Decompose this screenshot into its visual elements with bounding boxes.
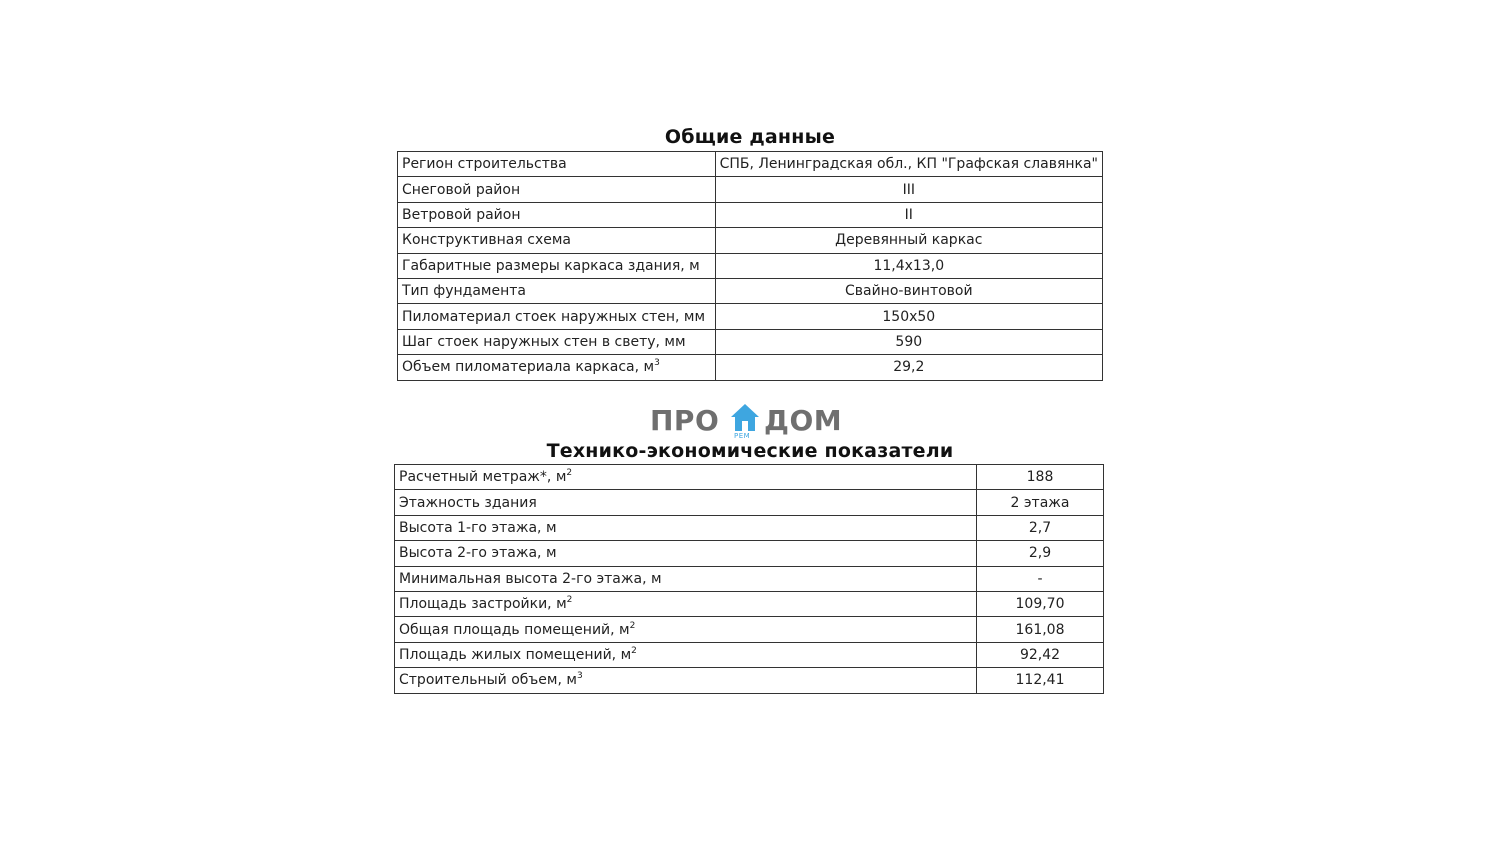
row-value: 188 [977,465,1104,490]
row-label: Тип фундамента [398,278,716,303]
general-data-table [397,151,1103,381]
table-row [395,490,1104,515]
row-value: СПБ, Ленинградская обл., КП "Графская славянка" [715,152,1102,177]
row-label: Высота 1-го этажа, м [395,515,977,540]
row-label: Объем пиломатериала каркаса, м [402,359,655,376]
row-label-with-unit [395,668,977,693]
table-row [395,465,1104,490]
table-row [398,304,1103,329]
row-label: Расчетный метраж*, м [399,469,567,486]
unit-power: 2 [631,645,637,656]
pro-dom-logo [650,402,850,442]
row-value: 109,70 [977,591,1104,616]
row-label-with-unit [395,617,977,642]
row-label: Пиломатериал стоек наружных стен, мм [398,304,716,329]
table-row [395,668,1104,693]
row-label: Габаритные размеры каркаса здания, м [398,253,716,278]
table-row [398,278,1103,303]
row-value: III [715,177,1102,202]
logo-text-right: ДОМ [764,404,843,437]
row-label: Минимальная высота 2-го этажа, м [395,566,977,591]
row-label: Общая площадь помещений, м [399,621,630,638]
row-value: 150х50 [715,304,1102,329]
row-value: 2,7 [977,515,1104,540]
table-row [398,177,1103,202]
row-label: Площадь жилых помещений, м [399,646,632,663]
table-row [398,253,1103,278]
row-label: Строительный объем, м [399,672,577,689]
tech-indicators-table [394,464,1104,694]
row-value: 11,4х13,0 [715,253,1102,278]
row-value: - [977,566,1104,591]
general-data-title: Общие данные [664,126,836,148]
table-row [395,591,1104,616]
row-label: Ветровой район [398,202,716,227]
table-row [395,642,1104,667]
unit-power: 2 [566,595,573,606]
row-label: Конструктивная схема [398,228,716,253]
table-row [398,152,1103,177]
logo-text-left: ПРО [650,404,720,437]
row-label: Этажность здания [395,490,977,515]
table-row [395,541,1104,566]
row-value: 29,2 [715,355,1102,380]
row-value: 92,42 [977,642,1104,667]
table-row [395,566,1104,591]
row-value: 2 этажа [977,490,1104,515]
row-label: Высота 2-го этажа, м [395,541,977,566]
unit-power: 3 [576,671,583,682]
table-row [395,515,1104,540]
unit-power: 3 [654,358,660,369]
row-value: Свайно-винтовой [715,278,1102,303]
row-value: Деревянный каркас [715,228,1102,253]
row-label-with-unit [395,642,977,667]
row-value: 161,08 [977,617,1104,642]
tech-indicators-title: Технико-экономические показатели [546,440,954,462]
row-label: Площадь застройки, м [399,596,567,613]
row-label: Снеговой район [398,177,716,202]
table-row [398,202,1103,227]
row-value: 2,9 [977,541,1104,566]
logo-subtext: РЕМ [734,432,751,440]
row-value: 590 [715,329,1102,354]
row-value: II [715,202,1102,227]
table-row [398,329,1103,354]
unit-power: 2 [566,468,573,479]
table-row [398,228,1103,253]
row-label-with-unit [395,465,977,490]
row-value: 112,41 [977,668,1104,693]
row-label: Шаг стоек наружных стен в свету, мм [398,329,716,354]
row-label-with-unit [395,591,977,616]
table-row [395,617,1104,642]
row-label-with-unit [398,355,716,380]
row-label: Регион строительства [398,152,716,177]
table-row [398,355,1103,380]
unit-power: 2 [629,620,636,631]
